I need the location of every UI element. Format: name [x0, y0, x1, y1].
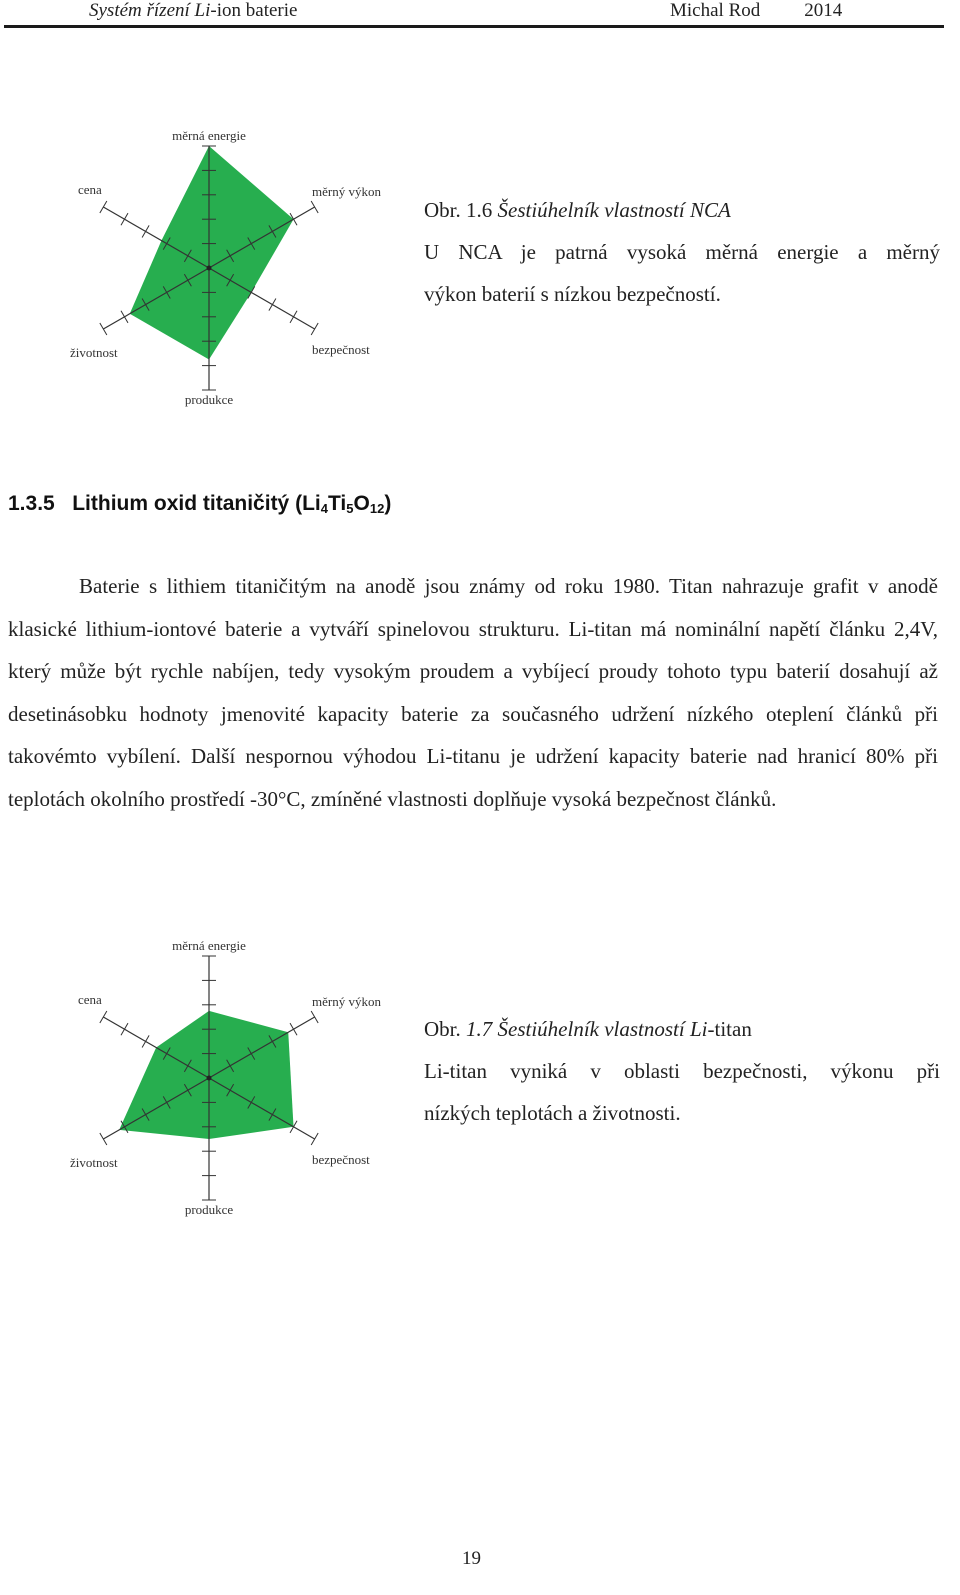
figure-2-axis-tick	[290, 1023, 297, 1035]
figure-2-axis-label: životnost	[70, 1155, 118, 1170]
figure-2-radar-chart	[60, 935, 410, 1225]
body-paragraph-text: Baterie s lithiem titaničitým na anodě jsou známy od roku 1980. Titan nahrazuje grafit v anodě klasické lithium-iontové baterie a vytváří spinelovou strukturu. Li-titan má nominální napětí článku 2,4V, který může být rychle nabíjen, tedy vysokým proudem a vybíjecí proudy tohoto typu baterií dosahují až desetinásobku hodnoty jmenovité kapacity baterie za současného udržení nízkého oteplení článků při takovémto vybílení. Další nespornou výhodou Li-titanu je udržení kapacity baterie nad hranicí 80% při teplotách okolního prostředí -30°C, zmíněné vlastnosti doplňuje vysoká bezpečnost článků.	[8, 574, 938, 811]
figure-2-center-point	[207, 1076, 212, 1081]
header-author-year	[670, 0, 842, 22]
section-heading: 1.3.5 Lithium oxid titaničitý $(Li_4Ti_5O_{12})$	[8, 492, 392, 516]
header-title: Systém řízení Li-ion baterie	[89, 0, 298, 21]
figure-2-axis-tick	[311, 1011, 318, 1023]
figure-1-axis-tick	[311, 323, 318, 335]
figure-1-axis-tick	[100, 201, 107, 213]
figure-1-center-point	[207, 266, 212, 271]
body-paragraph	[8, 565, 938, 820]
figure-1-axis-tick	[290, 311, 297, 323]
figure-2-axis-label: produkce	[184, 1202, 234, 1217]
figure-1-axis-label: produkce	[184, 392, 234, 407]
header-year: 2014	[804, 0, 843, 21]
figure-2-description-line2: nízkých teplotách a životnosti.	[424, 1101, 681, 1125]
figure-1-axis-tick	[100, 323, 107, 335]
figure-2-title: Obr. 1.7 Šestiúhelník vlastností Li-titan	[424, 1017, 752, 1041]
figure-2-axis-label: měrný výkon	[312, 994, 381, 1009]
figure-1-axis-label: měrná energie	[172, 128, 246, 143]
figure-2-axis-tick	[121, 1023, 128, 1035]
figure-1-radar-chart	[60, 125, 410, 415]
figure-2-data-polygon	[119, 1011, 293, 1139]
figure-1-axis-tick	[311, 201, 318, 213]
figure-1-caption	[424, 189, 940, 315]
figure-1-axis-tick	[121, 311, 128, 323]
figure-1-axis-label: měrný výkon	[312, 184, 381, 199]
figure-1-description-line1: U NCA je patrná vysoká měrná energie a měrný	[424, 240, 940, 264]
figure-1-axis-tick	[142, 225, 149, 237]
page-header	[0, 0, 960, 28]
figure-2-description-line1: Li-titan vyniká v oblasti bezpečnosti, výkonu při	[424, 1059, 940, 1083]
page-number: 19	[462, 1548, 481, 1569]
header-author: Michal Rod	[670, 0, 761, 21]
header-rule	[4, 25, 944, 28]
figure-1-description-line2: výkon baterií s nízkou bezpečností.	[424, 282, 721, 306]
figure-2-caption	[424, 1008, 940, 1134]
figure-2-axis-tick	[311, 1133, 318, 1145]
figure-1-axis-tick	[121, 213, 128, 225]
figure-2-axis-label: bezpečnost	[312, 1152, 370, 1167]
figure-2-axis-label: cena	[78, 992, 102, 1007]
figure-1-axis-label: životnost	[70, 345, 118, 360]
figure-2-axis-tick	[100, 1011, 107, 1023]
figure-1-data-polygon	[130, 146, 294, 360]
figure-1-axis-label: bezpečnost	[312, 342, 370, 357]
figure-2-axis-tick	[100, 1133, 107, 1145]
figure-1-axis-label: cena	[78, 182, 102, 197]
figure-1-title: Obr. 1.6 Šestiúhelník vlastností NCA	[424, 198, 731, 222]
figure-2-axis-label: měrná energie	[172, 938, 246, 953]
figure-1-axis-tick	[269, 299, 276, 311]
figure-2-axis-tick	[142, 1035, 149, 1047]
